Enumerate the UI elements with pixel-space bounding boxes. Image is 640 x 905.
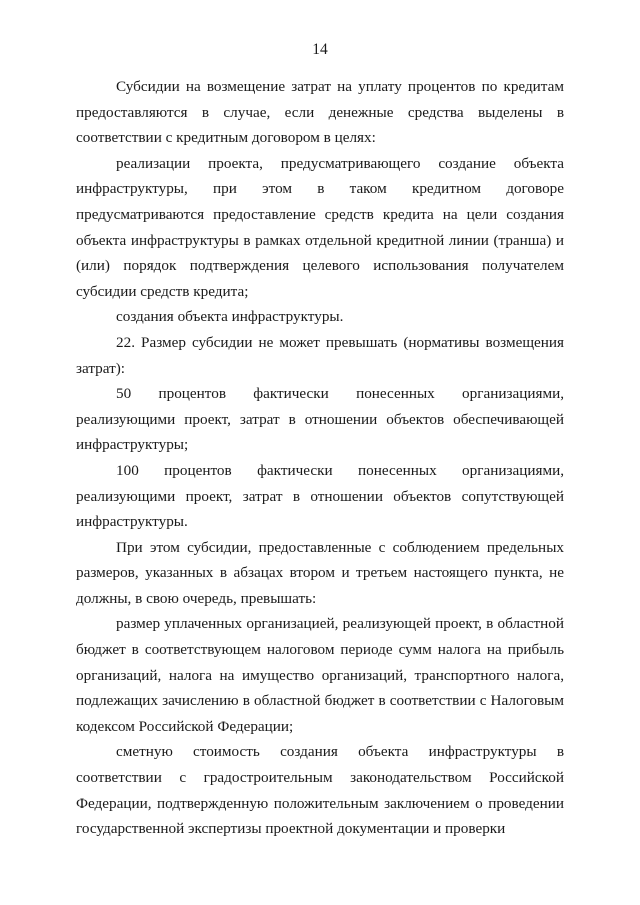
paragraph-item-22: 22. Размер субсидии не может превышать (нормативы возмещения затрат): — [76, 333, 564, 377]
document-body — [76, 74, 564, 842]
paragraph-project-implementation: реализации проекта, предусматривающего создание объекта инфраструктуры, при этом в таком кредитном договоре предусматриваются предоставление средств кредита на цели создания объекта инфраструктуры в рамках отдельной кредитной линии (транша) и (или) порядок подтверждения целевого использования получателем субсидии средств кредита; — [76, 154, 564, 300]
paragraph-100-percent: 100 процентов фактически понесенных организациями, реализующими проект, затрат в отношении объектов сопутствующей инфраструктуры. — [76, 461, 564, 531]
paragraph-50-percent: 50 процентов фактически понесенных организациями, реализующими проект, затрат в отношении объектов обеспечивающей инфраструктуры; — [76, 385, 564, 454]
paragraph-infrastructure-creation: создания объекта инфраструктуры. — [116, 308, 344, 326]
paragraph-limits: При этом субсидии, предоставленные с соблюдением предельных размеров, указанных в абзацах втором и третьем настоящего пункта, не должны, в свою очередь, превышать: — [76, 538, 564, 607]
paragraph-estimated-cost: сметную стоимость создания объекта инфраструктуры в соответствии с градостроительным законодательством Российской Федерации, подтвержденную положительным заключением о проведении государственной экспертизы проектной документации и проверки — [76, 743, 564, 838]
paragraph-subsidy-conditions: Субсидии на возмещение затрат на уплату процентов по кредитам предоставляются в случае, если денежные средства выделены в соответствии с кредитным договором в целях: — [76, 78, 564, 147]
paragraph-tax-amount: размер уплаченных организацией, реализующей проект, в областной бюджет в соответствующем налоговом периоде сумм налога на прибыль организаций, налога на имущество организаций, транспортного налога, подлежащих зачислению в областной бюджет в соответствии с Налоговым кодексом Российской Федерации; — [76, 615, 564, 735]
page-number: 14 — [312, 41, 328, 58]
